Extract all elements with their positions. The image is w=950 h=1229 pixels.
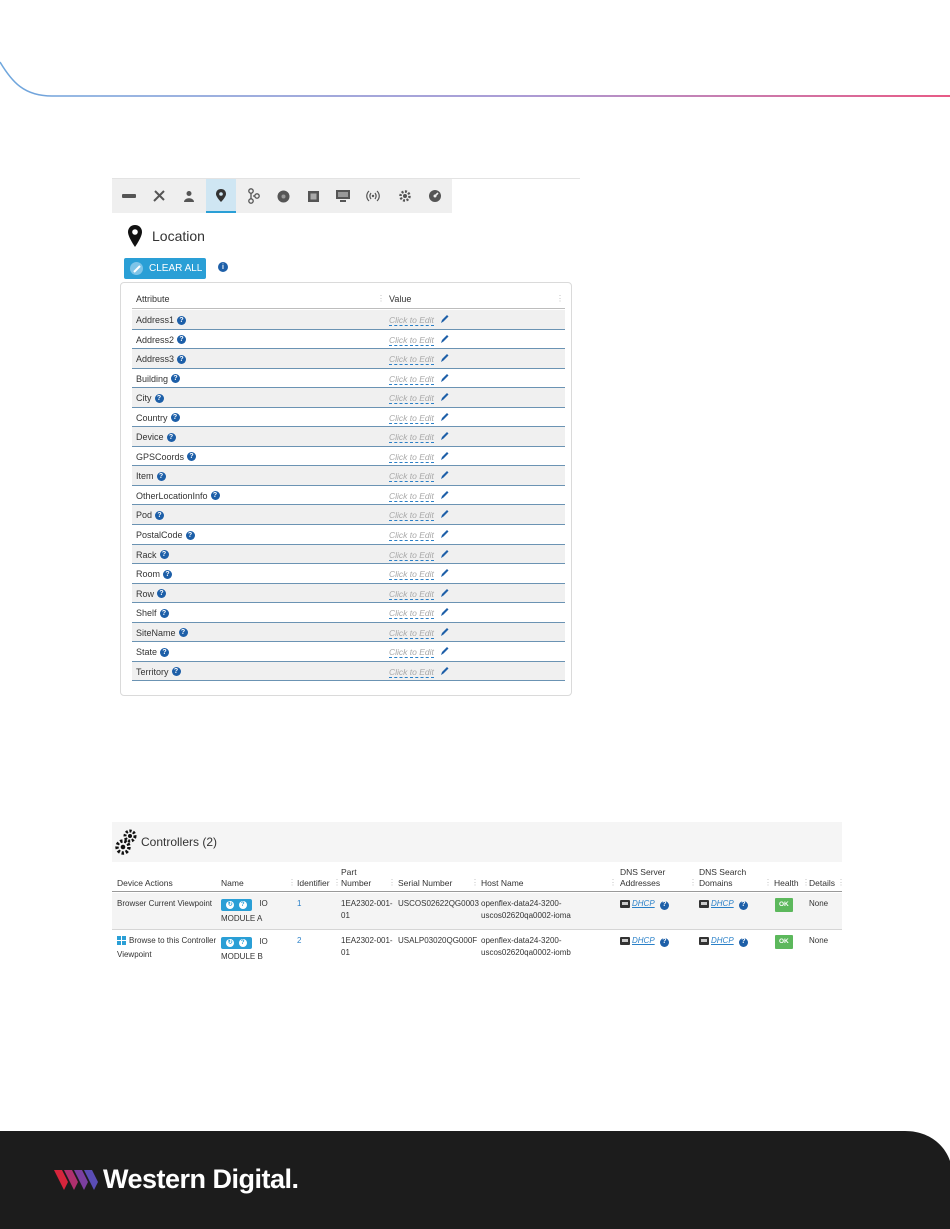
dashboard-icon: [428, 189, 442, 203]
pencil-icon[interactable]: [440, 412, 449, 422]
location-table: [120, 282, 572, 696]
dns-server-link[interactable]: DHCP: [632, 899, 655, 908]
host-name: openflex-data24-3200-: [481, 936, 562, 945]
attribute-cell: [136, 432, 176, 442]
tab-topology[interactable]: [239, 179, 269, 213]
browse-controller-link[interactable]: Browse to this Controller: [129, 936, 217, 945]
help-icon[interactable]: ?: [239, 901, 247, 909]
table-row: [132, 427, 565, 447]
sort-icon: ⋮: [471, 878, 479, 887]
help-icon[interactable]: ?: [186, 531, 195, 540]
sort-icon: ⋮: [388, 878, 396, 887]
sort-icon: ⋮: [764, 878, 772, 887]
pencil-icon[interactable]: [440, 373, 449, 383]
attribute-cell: [136, 374, 180, 384]
editable-value[interactable]: Click to Edit: [389, 510, 434, 521]
attribute-cell: [136, 569, 172, 579]
eraser-icon: [130, 262, 143, 275]
table-row: [132, 584, 565, 604]
map-marker-icon: [216, 189, 226, 202]
attribute-label: Room: [136, 569, 161, 580]
column-header-details[interactable]: Details: [809, 878, 835, 888]
help-icon[interactable]: ?: [177, 355, 186, 364]
network-card-icon: [699, 937, 709, 945]
help-icon[interactable]: ?: [167, 433, 176, 442]
attribute-label: Country: [136, 412, 168, 423]
table-row: [132, 642, 565, 662]
help-icon[interactable]: ?: [157, 472, 166, 481]
table-body: [132, 310, 565, 681]
controllers-panel: [112, 822, 845, 964]
attribute-label: Building: [136, 373, 169, 384]
pencil-icon[interactable]: [440, 627, 449, 637]
tab-wireless[interactable]: [358, 179, 388, 213]
pencil-icon[interactable]: [440, 451, 449, 461]
module-action-buttons[interactable]: [221, 937, 252, 949]
identifier-link[interactable]: 2: [297, 936, 302, 945]
tab-bar: [112, 178, 580, 213]
tab-general[interactable]: [114, 179, 144, 213]
column-header-dns-search-domains[interactable]: Domains: [699, 878, 733, 888]
attribute-cell: [136, 628, 188, 638]
refresh-icon[interactable]: ↻: [227, 902, 233, 908]
editable-value[interactable]: Click to Edit: [389, 471, 434, 482]
part-number: 1EA2302-001-: [341, 899, 393, 908]
sort-icon[interactable]: ⋮: [556, 294, 564, 303]
dns-search-link[interactable]: DHCP: [711, 899, 734, 908]
help-icon[interactable]: ?: [187, 452, 196, 461]
help-icon[interactable]: ?: [157, 589, 166, 598]
help-icon[interactable]: ?: [160, 648, 169, 657]
dns-server-link[interactable]: DHCP: [632, 936, 655, 945]
table-row: [112, 893, 842, 930]
editable-value[interactable]: Click to Edit: [389, 666, 434, 677]
health-badge: OK: [775, 935, 793, 949]
editable-value[interactable]: Click to Edit: [389, 588, 434, 599]
sort-icon: ⋮: [689, 878, 697, 887]
network-icon: [247, 188, 261, 204]
help-icon[interactable]: ?: [160, 609, 169, 618]
help-icon[interactable]: ?: [177, 335, 186, 344]
column-header-dns-server-addresses[interactable]: Addresses: [620, 878, 661, 888]
western-digital-logo-icon: [54, 1170, 100, 1192]
controllers-header: [112, 822, 842, 862]
table-row: [132, 505, 565, 525]
attribute-label: Address2: [136, 334, 175, 345]
pencil-icon[interactable]: [440, 509, 449, 519]
part-number: 1EA2302-001-: [341, 936, 393, 945]
table-row: [132, 330, 565, 350]
editable-value[interactable]: Click to Edit: [389, 569, 434, 580]
map-marker-icon: [128, 225, 142, 247]
table-row: [132, 466, 565, 486]
attribute-cell: [136, 354, 186, 364]
table-row: [132, 388, 565, 408]
pencil-icon[interactable]: [440, 490, 449, 500]
attribute-label: Rack: [136, 549, 157, 560]
user-icon: [183, 190, 195, 202]
refresh-icon[interactable]: ↻: [227, 940, 233, 946]
pencil-icon[interactable]: [440, 549, 449, 559]
column-header-value[interactable]: Value: [389, 294, 412, 304]
serial-number: USALP03020QG000F: [398, 936, 478, 945]
module-name: IO: [259, 937, 268, 946]
pencil-icon[interactable]: [440, 314, 449, 324]
table-row: [132, 525, 565, 545]
column-header-dns-server[interactable]: DNS Server: [620, 867, 666, 877]
help-icon[interactable]: ?: [739, 938, 748, 947]
attribute-label: SiteName: [136, 627, 176, 638]
help-icon[interactable]: ?: [172, 667, 181, 676]
column-header-dns-search[interactable]: DNS Search: [699, 867, 747, 877]
attribute-cell: [136, 413, 180, 423]
device-action-text: Browser Current Viewpoint: [117, 899, 213, 908]
attribute-cell: [136, 491, 220, 501]
attribute-label: Address1: [136, 315, 175, 325]
attribute-cell: [136, 315, 186, 325]
attribute-label: GPSCoords: [136, 451, 185, 462]
location-panel: [112, 178, 580, 696]
table-row: [132, 447, 565, 467]
help-icon[interactable]: ?: [211, 491, 220, 500]
tab-display[interactable]: [328, 179, 358, 213]
table-header: [132, 287, 565, 309]
attribute-label: Device: [136, 432, 164, 443]
pencil-icon[interactable]: [440, 470, 449, 480]
pencil-icon[interactable]: [440, 334, 449, 344]
attribute-label: Address3: [136, 354, 175, 365]
table-row: [132, 545, 565, 565]
attribute-cell: [136, 393, 164, 403]
module-action-buttons[interactable]: [221, 899, 252, 911]
column-header-health[interactable]: Health: [774, 878, 799, 888]
help-icon[interactable]: ?: [160, 550, 169, 559]
dns-search-link[interactable]: DHCP: [711, 936, 734, 945]
page-title: Location: [152, 228, 205, 244]
attribute-label: PostalCode: [136, 530, 183, 541]
attribute-cell: [136, 608, 169, 618]
host-name: uscos02620qa0002-ioma: [481, 911, 571, 920]
attribute-cell: [136, 589, 166, 599]
attribute-cell: [136, 335, 186, 345]
attribute-cell: [136, 510, 164, 520]
attribute-cell: [136, 471, 166, 481]
attribute-label: OtherLocationInfo: [136, 490, 208, 501]
column-header-host-name[interactable]: Host Name: [481, 878, 524, 888]
sort-icon: ⋮: [288, 878, 296, 887]
health-badge: OK: [775, 898, 793, 912]
editable-value[interactable]: Click to Edit: [389, 627, 434, 638]
network-card-icon: [620, 937, 630, 945]
cog-icon: [398, 189, 412, 203]
footer-brand: Western Digital.: [103, 1164, 299, 1194]
attribute-label: State: [136, 647, 158, 658]
pencil-icon[interactable]: [440, 607, 449, 617]
editable-value[interactable]: Click to Edit: [389, 490, 434, 501]
attribute-cell: [136, 550, 169, 560]
tab-contact[interactable]: [174, 179, 204, 213]
details-text: None: [809, 899, 829, 908]
column-header-serial-number[interactable]: Serial Number: [398, 878, 453, 888]
column-header-part[interactable]: Part: [341, 867, 357, 877]
table-row: [132, 349, 565, 369]
help-icon[interactable]: ?: [660, 938, 669, 947]
pencil-icon[interactable]: [440, 392, 449, 402]
tab-storage[interactable]: [268, 179, 298, 213]
column-header-attribute[interactable]: Attribute: [136, 294, 170, 304]
help-icon[interactable]: ?: [239, 939, 247, 947]
pencil-icon[interactable]: [440, 588, 449, 598]
attribute-cell: [136, 530, 195, 540]
table-row: [132, 310, 565, 330]
editable-value[interactable]: Click to Edit: [389, 549, 434, 560]
sort-icon: ⋮: [837, 878, 845, 887]
pencil-icon[interactable]: [440, 666, 449, 676]
help-icon[interactable]: ?: [179, 628, 188, 637]
table-row: [112, 930, 842, 964]
clear-all-label: CLEAR ALL: [149, 263, 203, 274]
editable-value[interactable]: Click to Edit: [389, 373, 434, 384]
column-header-part-number[interactable]: Number: [341, 878, 372, 888]
table-row: [132, 564, 565, 584]
tab-location[interactable]: [206, 179, 236, 213]
tools-icon: [152, 189, 166, 203]
editable-value[interactable]: Click to Edit: [389, 608, 434, 619]
table-row: [132, 662, 565, 682]
module-name: MODULE B: [221, 952, 263, 961]
module-name: IO: [259, 899, 268, 908]
table-row: [132, 603, 565, 623]
attribute-label: Territory: [136, 666, 169, 677]
table-row: [132, 408, 565, 428]
monitor-icon: [336, 190, 350, 202]
host-name: uscos02620qa0002-iomb: [481, 948, 571, 957]
editable-value[interactable]: Click to Edit: [389, 412, 434, 423]
sort-icon[interactable]: ⋮: [377, 294, 385, 303]
editable-value[interactable]: Click to Edit: [389, 647, 434, 658]
help-icon[interactable]: ?: [155, 511, 164, 520]
host-name: openflex-data24-3200-: [481, 899, 562, 908]
network-card-icon: [699, 900, 709, 908]
minus-icon: [122, 193, 136, 199]
cogs-icon: [115, 828, 139, 856]
column-header-identifier[interactable]: Identifier: [297, 878, 330, 888]
editable-value[interactable]: Click to Edit: [389, 315, 434, 325]
table-row: [132, 369, 565, 389]
identifier-link[interactable]: 1: [297, 899, 302, 908]
clear-all-button[interactable]: [124, 258, 206, 279]
tab-settings[interactable]: [390, 179, 420, 213]
attribute-label: Row: [136, 588, 155, 599]
module-name: MODULE A: [221, 914, 263, 923]
network-card-icon: [620, 900, 630, 908]
attribute-label: Pod: [136, 510, 153, 521]
tab-tools[interactable]: [144, 179, 174, 213]
pencil-icon[interactable]: [440, 529, 449, 539]
browse-controller-link[interactable]: Viewpoint: [117, 950, 152, 959]
attribute-cell: [136, 647, 169, 657]
column-header-name[interactable]: Name: [221, 878, 244, 888]
signal-icon: [366, 190, 380, 202]
grid-icon: [117, 936, 126, 945]
help-icon[interactable]: ?: [163, 570, 172, 579]
sort-icon: ⋮: [333, 878, 341, 887]
info-icon[interactable]: i: [218, 262, 228, 272]
attribute-cell: [136, 667, 181, 677]
pencil-icon[interactable]: [440, 646, 449, 656]
editable-value[interactable]: Click to Edit: [389, 530, 434, 541]
table-row: [132, 486, 565, 506]
part-number: 01: [341, 911, 350, 920]
chip-icon: [307, 190, 320, 203]
editable-value[interactable]: Click to Edit: [389, 334, 434, 345]
section-heading: [128, 223, 205, 249]
sort-icon: ⋮: [802, 878, 810, 887]
controllers-title: Controllers (2): [141, 835, 218, 849]
tab-status[interactable]: [420, 179, 450, 213]
sort-icon: ⋮: [609, 878, 617, 887]
part-number: 01: [341, 948, 350, 957]
help-icon[interactable]: ?: [155, 394, 164, 403]
pencil-icon[interactable]: [440, 568, 449, 578]
help-icon[interactable]: ?: [660, 901, 669, 910]
attribute-label: Item: [136, 471, 154, 482]
details-text: None: [809, 936, 829, 945]
editable-value[interactable]: Click to Edit: [389, 451, 434, 462]
tab-hardware[interactable]: [298, 179, 328, 213]
pencil-icon[interactable]: [440, 353, 449, 363]
editable-value[interactable]: Click to Edit: [389, 393, 434, 404]
disk-icon: [277, 190, 290, 203]
attribute-label: City: [136, 393, 152, 404]
help-icon[interactable]: ?: [171, 413, 180, 422]
help-icon[interactable]: ?: [177, 316, 186, 325]
attribute-cell: [136, 452, 196, 462]
attribute-label: Shelf: [136, 608, 157, 619]
help-icon[interactable]: ?: [171, 374, 180, 383]
pencil-icon[interactable]: [440, 431, 449, 441]
help-icon[interactable]: ?: [739, 901, 748, 910]
table-row: [132, 623, 565, 643]
editable-value[interactable]: Click to Edit: [389, 354, 434, 365]
editable-value[interactable]: Click to Edit: [389, 432, 434, 443]
table-header: [112, 862, 845, 892]
header-decoration: [0, 0, 950, 110]
serial-number: USCOS02622QG0003: [398, 899, 479, 908]
column-header-device-actions[interactable]: Device Actions: [117, 878, 173, 888]
